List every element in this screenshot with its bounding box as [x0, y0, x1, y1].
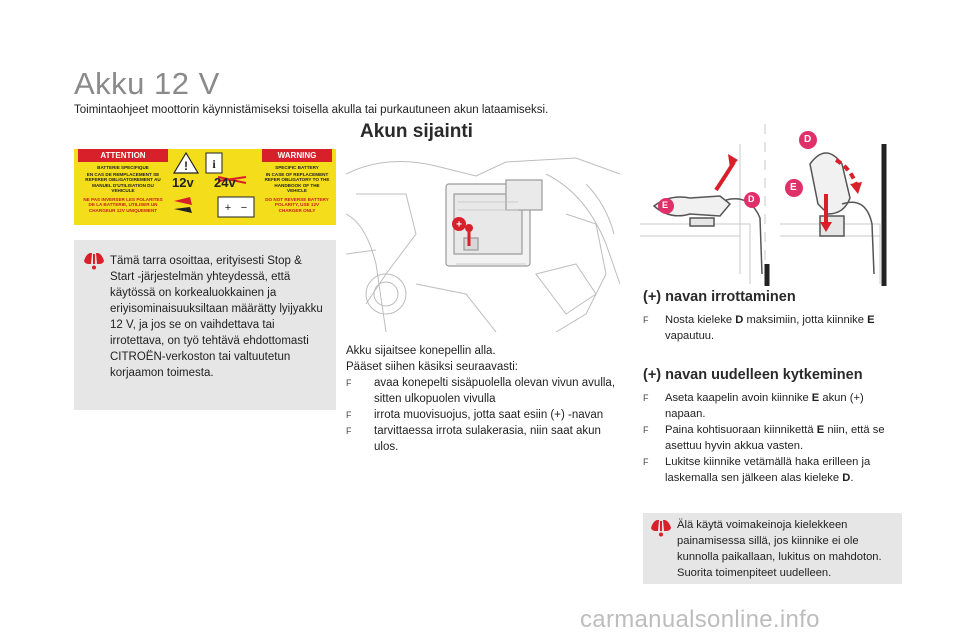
watermark: carmanualsonline.info [580, 606, 820, 633]
terminal-drawing [630, 124, 902, 286]
bullet-icon: F [346, 378, 352, 388]
note-box-label-info [74, 240, 336, 410]
bullet-icon: F [643, 393, 649, 403]
reconnect-heading: (+) navan uudelleen kytkeminen [643, 367, 863, 383]
battery-location-text [346, 343, 616, 455]
label-warning: WARNING [262, 149, 332, 162]
list-item: F Paina kohtisuoraan kiinnikettä E niin, että se asettuu hyvin akkua vasten. [643, 424, 885, 452]
list-item: F Aseta kaapelin avoin kiinnike E akun (+) napaan. [643, 392, 864, 420]
label-attention: ATTENTION [78, 149, 168, 162]
bullet-icon: F [643, 425, 649, 435]
label-fr-body: EN CAS DE REMPLACEMENT SE REFERER OBLIGATOIREMENT AU MANUEL D'UTILISATION DU VEHICULE [85, 172, 161, 193]
label-fr-red: NE PAS INVERSER LES POLARITES DE LA BATTERIE, UTILISER UN CHARGEUR 12V UNIQUEMENT [83, 197, 163, 213]
label-en-red: DO NOT REVERSE BATTERY POLARITY, USE 12V CHARGER ONLY [265, 197, 329, 213]
terminal-clamp-diagram [630, 124, 902, 286]
list-item: F Lukitse kiinnike vetämällä haka erilleen ja laskemalla sen jälkeen alas kieleke D. [643, 456, 871, 484]
engine-bay-drawing [346, 154, 620, 332]
battery-warning-label [74, 149, 336, 225]
bullet-icon: F [346, 410, 352, 420]
callout-d-right: D [804, 134, 812, 145]
callout-e-left: E [662, 200, 669, 210]
bullet-icon: F [643, 315, 649, 325]
svg-text:+: + [456, 219, 462, 231]
engine-compartment-illustration [346, 154, 620, 332]
label-en-head: SPECIFIC BATTERY [275, 165, 319, 170]
list-item: F Nosta kieleke D maksimiin, jotta kiinnike E vapautuu. [643, 314, 875, 342]
warning-icon [649, 519, 673, 537]
section-title: Akun sijainti [360, 121, 473, 142]
location-intro-1: Akku sijaitsee konepellin alla. [346, 345, 496, 357]
list-item: F tarvittaessa irrota sulakerasia, niin saat akun ulos. [346, 425, 601, 453]
label-pictograms [170, 151, 260, 223]
page-title: Akku 12 V [74, 66, 220, 101]
location-intro-2: Pääset siihen käsiksi seuraavasti: [346, 361, 518, 373]
svg-text:+: + [224, 202, 232, 214]
disconnect-heading: (+) navan irrottaminen [643, 289, 796, 305]
note-text: Älä käytä voimakeinoja kielekkeen painamisessa sillä, jos kiinnike ei ole kunnolla paikallaan, lukitus on mahdoton. Suorita toimenpiteet uudelleen. [677, 519, 882, 579]
disconnect-steps [643, 312, 893, 344]
list-item: F irrota muovisuojus, jotta saat esiin (+) -navan [346, 409, 604, 421]
callout-e-right: E [790, 182, 797, 193]
label-en-body: IN CASE OF REPLACEMENT REFER OBLIGATORY TO THE HANDBOOK OF THE VEHICLE [264, 172, 330, 193]
page-subtitle: Toimintaohjeet moottorin käynnistämiseksi toisella akulla tai purkautuneen akun lataamiseksi. [74, 104, 549, 116]
note-box-force-warning [643, 513, 902, 584]
reconnect-steps [643, 390, 893, 486]
callout-d-left: D [748, 194, 755, 204]
svg-text:i: i [212, 157, 216, 171]
bullet-icon: F [346, 426, 352, 436]
note-text: Tämä tarra osoittaa, erityisesti Stop & Start -järjestelmän yhteydessä, että käytössä on korkealuokkainen ja eriyisominaisuuksiltaan määrätty lyijyakku 12 V, ja jos se on vaihdettava tai irrotettava, on työ tehtävä ehdottomasti CITROËN-verkoston tai valtuutetun korjaamon toimesta. [110, 255, 323, 379]
label-24v: 24v [214, 175, 236, 190]
label-12v: 12v [172, 175, 194, 190]
list-item: F avaa konepelti sisäpuolella olevan vivun avulla, sitten ulkopuolen vivulla [346, 377, 616, 405]
svg-text:−: − [240, 202, 248, 214]
svg-text:!: ! [184, 159, 188, 173]
warning-icon [82, 252, 106, 270]
bullet-icon: F [643, 457, 649, 467]
label-fr-head: BATTERIE SPECIFIQUE [97, 165, 149, 170]
